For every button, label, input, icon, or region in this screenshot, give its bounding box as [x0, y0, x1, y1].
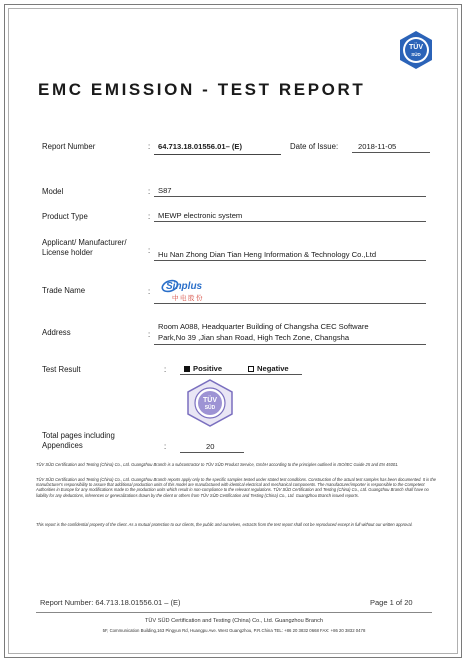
- note-liability: TÜV SÜD Certification and Testing (China) Co., Ltd. Guangzhou Branch reports apply only to the specific samples tested under stated test conditions. Construction of the actual test samples has been documented. It is the manufacturer's responsibility to assure that additional production units of this model are manufactured with identical electrical and mechanical components. The manufacturer/importer is responsible to the Competent Authorities in Europe for any modifications made to the production units which result in non-compliance to the relevant regulations. TÜV SÜD Certification and Testing (China) Co., Ltd. Guangzhou Branch shall have no liability for any deductions, inferences or generalizations drawn by the client or others from TÜV SÜD Certification and Testing (China) Co., Ltd. Guangzhou Branch issued reports.: [36, 477, 436, 498]
- total-pages-value: 20: [206, 442, 215, 451]
- applicant-label-line2: License holder: [42, 248, 93, 257]
- negative-option: [248, 364, 289, 373]
- address-line2: Park,No 39 ,Jian shan Road, High Tech Zone, Changsha: [158, 333, 350, 342]
- report-number-label: Report Number: [42, 142, 96, 151]
- report-number-value: 64.713.18.01556.01– (E): [158, 142, 243, 151]
- colon: :: [148, 212, 151, 221]
- tuv-sud-logo: [396, 30, 436, 70]
- positive-label: Positive: [193, 364, 223, 373]
- colon: :: [148, 142, 151, 151]
- footer-company: TÜV SÜD Certification and Testing (China) Co., Ltd. Guangzhou Branch: [144, 618, 324, 624]
- sinplus-logo-cn: 中电股份: [172, 294, 204, 302]
- product-type-value: MEWP electronic system: [158, 211, 243, 220]
- footer-divider: [36, 612, 432, 613]
- unchecked-box-icon: [248, 366, 254, 372]
- address-underline: [154, 344, 426, 345]
- date-underline: [352, 152, 430, 153]
- negative-label: Negative: [257, 364, 289, 373]
- page-border-inner: [8, 8, 458, 654]
- test-result-label: Test Result: [42, 365, 81, 374]
- footer-page-number: Page 1 of 20: [370, 598, 413, 607]
- date-of-issue-value: 2018-11-05: [358, 142, 397, 151]
- note-subcontractor: TÜV SÜD Certification and Testing (China) Co., Ltd. Guangzhou Branch is a subcontractor to TÜV SÜD Product Service, GmbH according to the principles outlined in ISO/IEC Guide 25 and EN 45001.: [36, 462, 399, 467]
- trade-name-label: Trade Name: [42, 286, 86, 295]
- applicant-value: Hu Nan Zhong Dian Tian Heng Information & Technology Co.,Ltd: [158, 250, 377, 259]
- total-pages-label-line2: Appendices: [42, 441, 83, 450]
- colon: :: [148, 287, 151, 296]
- colon: :: [148, 246, 151, 255]
- product-type-label: Product Type: [42, 212, 88, 221]
- sinplus-trade-logo: [160, 276, 220, 302]
- product-type-underline: [154, 221, 426, 222]
- report-number-underline: [154, 154, 281, 155]
- stamp-text-top: TÜV: [203, 397, 217, 404]
- stamp-text-bottom: SÜD: [204, 405, 216, 411]
- model-value: S87: [158, 186, 172, 195]
- model-underline: [154, 196, 426, 197]
- total-pages-label-line1: Total pages including: [42, 431, 115, 440]
- date-of-issue-label: Date of Issue:: [290, 142, 339, 151]
- colon: :: [164, 365, 167, 374]
- note-confidential: This report is the confidential property of the client. As a mutual protection to our clients, the public and ourselves, extracts from the test report shall not be reproduced except in full without our written approval.: [36, 522, 413, 527]
- total-pages-underline: [180, 452, 244, 453]
- colon: :: [164, 442, 167, 451]
- footer-address: 5F, Communication Building,163 Pingyun Rd, Huangpu Ave. West Guangzhou, P.R.China TEL: +86 20 3832 0668 FAX: +86 20 3832 0478: [102, 628, 366, 633]
- tuv-stamp: [182, 378, 238, 428]
- test-result-underline: [180, 374, 302, 375]
- footer-report-number: Report Number: 64.713.18.01556.01 – (E): [40, 598, 181, 607]
- logo-text-bottom: SÜD: [411, 52, 421, 57]
- checked-box-icon: [184, 366, 190, 372]
- report-title: EMC EMISSION - TEST REPORT: [38, 80, 366, 99]
- sinplus-logo-text: Sinplus: [166, 281, 203, 292]
- address-line1: Room A088, Headquarter Building of Changsha CEC Software: [158, 322, 369, 331]
- model-label: Model: [42, 187, 64, 196]
- positive-option: [184, 364, 222, 373]
- logo-text-top: TÜV: [409, 44, 423, 51]
- applicant-label-line1: Applicant/ Manufacturer/: [42, 238, 127, 247]
- colon: :: [148, 330, 151, 339]
- trade-name-underline: [154, 303, 426, 304]
- address-label: Address: [42, 328, 71, 337]
- colon: :: [148, 187, 151, 196]
- applicant-underline: [154, 260, 426, 261]
